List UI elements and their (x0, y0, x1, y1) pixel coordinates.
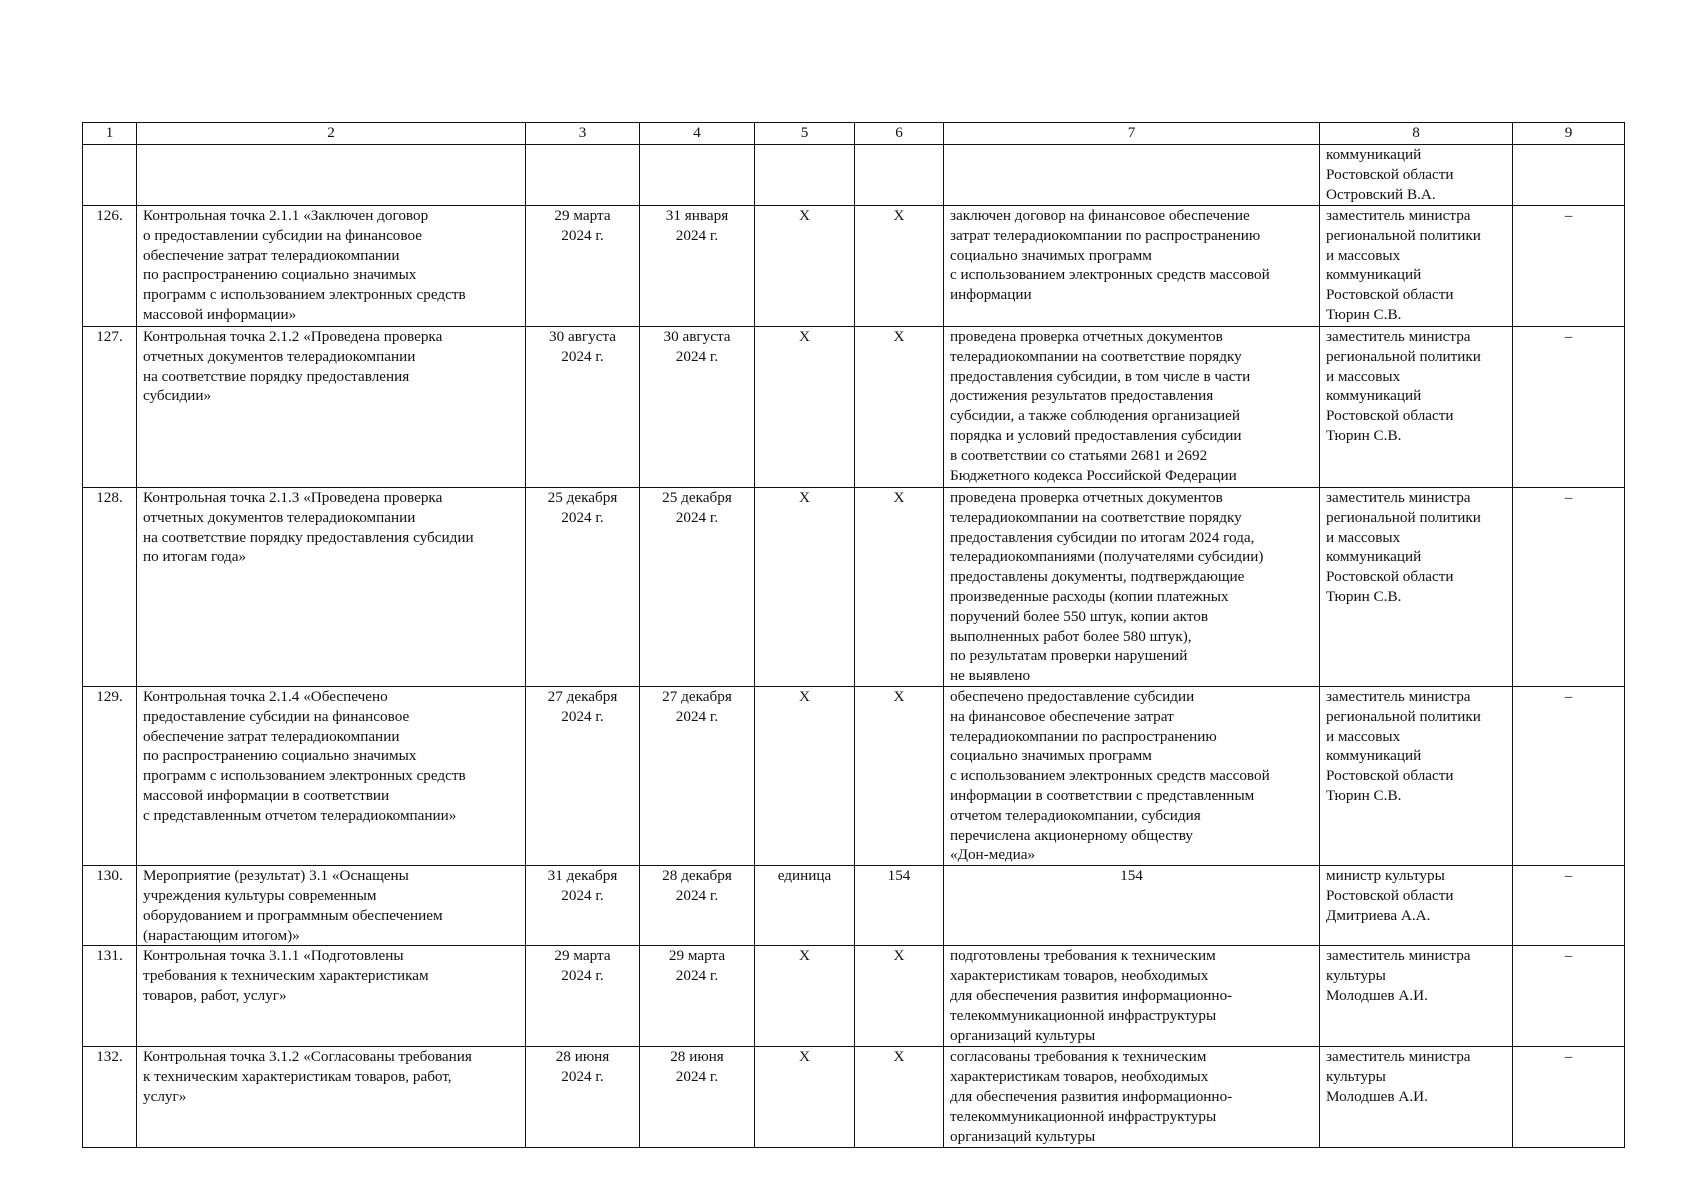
responsible-person-line: заместитель министра (1326, 489, 1471, 506)
row-title-line: субсидии» (143, 387, 212, 405)
actual-date (640, 866, 755, 946)
row-title-line: Контрольная точка 2.1.2 «Проведена проверка (143, 328, 443, 345)
table-row (83, 1047, 1625, 1148)
result-description-line: Бюджетного кодекса Российской Федерации (950, 466, 1237, 484)
actual-date (640, 488, 755, 687)
actual-date-line: 2024 г. (675, 508, 719, 526)
row-title (137, 327, 526, 488)
row-title-line: Контрольная точка 3.1.1 «Подготовлены (143, 947, 404, 965)
unit-value: X (755, 946, 855, 1047)
responsible-person-line: Ростовской области (1326, 886, 1454, 904)
responsible-person (1320, 145, 1513, 206)
responsible-person-line: и массовых (1326, 246, 1401, 264)
row-title-line: по итогам года» (143, 548, 247, 566)
actual-date (640, 327, 755, 488)
table-row (83, 145, 1625, 206)
result-description-line: произведенные расходы (копии платежных (950, 587, 1229, 605)
column-number-header-row (83, 123, 1625, 145)
result-description-line: предоставления субсидии, в том числе в части (950, 367, 1251, 385)
responsible-person-line: коммуникаций (1326, 747, 1422, 765)
planned-date (526, 488, 640, 687)
row-title-line: обеспечение затрат телерадиокомпании (143, 727, 400, 745)
result-description-line: телерадиокомпании на соответствие порядку (950, 347, 1242, 365)
result-description (944, 327, 1320, 488)
result-description-line: организаций культуры (950, 1026, 1096, 1044)
result-description-line: информации в соответствии с представленным (950, 786, 1255, 804)
result-description (944, 946, 1320, 1047)
notes-value (1513, 145, 1625, 206)
responsible-person-line: министр культуры (1326, 867, 1445, 885)
result-description-line: для обеспечения развития информационно- (950, 1087, 1233, 1105)
planned-date (526, 946, 640, 1047)
planned-value: X (855, 686, 944, 865)
table-row (83, 686, 1625, 865)
result-description-line: для обеспечения развития информационно- (950, 986, 1233, 1004)
row-title-line: массовой информации в соответствии (143, 786, 390, 804)
unit-value: X (755, 327, 855, 488)
result-description-line: проведена проверка отчетных документов (950, 489, 1223, 506)
planned-value (855, 145, 944, 206)
responsible-person-line: региональной политики (1326, 347, 1481, 365)
responsible-person-line: Ростовской области (1326, 165, 1454, 183)
responsible-person-line: региональной политики (1326, 226, 1481, 244)
row-title-line: требования к техническим характеристикам (143, 967, 429, 985)
result-description (944, 145, 1320, 206)
actual-date-line: 2024 г. (675, 1068, 719, 1086)
responsible-person (1320, 327, 1513, 488)
row-number: 130. (83, 866, 137, 946)
column-number-9: 9 (1513, 123, 1625, 145)
result-description-line: телерадиокомпании по распространению (950, 727, 1217, 745)
actual-date (640, 206, 755, 327)
actual-date-line: 2024 г. (675, 967, 719, 985)
actual-date-line: 2024 г. (675, 226, 719, 244)
row-number: 131. (83, 946, 137, 1047)
column-number-7: 7 (944, 123, 1320, 145)
row-title-line: о предоставлении субсидии на финансовое (143, 226, 422, 244)
row-title-line: программ с использованием электронных средств (143, 767, 466, 785)
result-description-line: социально значимых программ (950, 246, 1152, 264)
responsible-person (1320, 866, 1513, 946)
responsible-person-line: коммуникаций (1326, 146, 1422, 163)
planned-date-line: 25 декабря (547, 489, 618, 506)
planned-date (526, 145, 640, 206)
planned-date-line: 2024 г. (561, 226, 604, 244)
responsible-person (1320, 946, 1513, 1047)
result-description-line: 154 (1120, 867, 1143, 885)
row-title-line: услуг» (143, 1087, 187, 1105)
actual-date-line: 31 января (665, 207, 729, 224)
result-description-line: затрат телерадиокомпании по распространению (950, 226, 1261, 244)
planned-value: X (855, 946, 944, 1047)
notes-value: – (1513, 946, 1625, 1047)
actual-date (640, 1047, 755, 1148)
row-number (83, 145, 137, 206)
responsible-person-line: Ростовской области (1326, 407, 1454, 425)
row-title (137, 1047, 526, 1148)
responsible-person-line: заместитель министра (1326, 328, 1471, 345)
result-description-line: телерадиокомпаниями (получателями субсидии) (950, 548, 1264, 566)
planned-date-line: 2024 г. (561, 1068, 604, 1086)
responsible-person-line: и массовых (1326, 528, 1401, 546)
planned-date-line: 30 августа (548, 328, 617, 345)
result-description-line: обеспечено предоставление субсидии (950, 687, 1195, 705)
responsible-person-line: Островский В.А. (1326, 185, 1436, 203)
responsible-person-line: Ростовской области (1326, 568, 1454, 586)
row-title (137, 145, 526, 206)
column-number-4: 4 (640, 123, 755, 145)
actual-date-line: 2024 г. (675, 707, 719, 725)
actual-date-line: 27 декабря (662, 687, 732, 705)
result-description-line: предоставлены документы, подтверждающие (950, 568, 1245, 586)
row-title-line: с представленным отчетом телерадиокомпании» (143, 806, 457, 824)
actual-date (640, 686, 755, 865)
row-number: 128. (83, 488, 137, 687)
column-number-8: 8 (1320, 123, 1513, 145)
result-description-line: не выявлено (950, 667, 1031, 685)
row-title (137, 946, 526, 1047)
actual-date-line: 28 июня (670, 1048, 724, 1066)
row-title-line: товаров, работ, услуг» (143, 986, 287, 1004)
row-title-line: Контрольная точка 2.1.4 «Обеспечено (143, 687, 388, 705)
planned-date (526, 206, 640, 327)
result-description (944, 206, 1320, 327)
row-number: 127. (83, 327, 137, 488)
actual-date (640, 145, 755, 206)
result-description-line: по результатам проверки нарушений (950, 647, 1188, 665)
result-description-line: порядка и условий предоставления субсидии (950, 426, 1242, 444)
planned-date-line: 2024 г. (561, 347, 604, 365)
responsible-person-line: заместитель министра (1326, 947, 1471, 965)
column-number-3: 3 (526, 123, 640, 145)
responsible-person-line: коммуникаций (1326, 266, 1422, 284)
actual-date-line: 2024 г. (675, 347, 719, 365)
notes-value: – (1513, 488, 1625, 687)
result-description-line: характеристикам товаров, необходимых (950, 967, 1209, 985)
result-description-line: «Дон-медиа» (950, 846, 1036, 864)
row-title-line: по распространению социально значимых (143, 747, 417, 765)
actual-date-line: 2024 г. (675, 886, 719, 904)
planned-value: 154 (855, 866, 944, 946)
row-title-line: массовой информации» (143, 305, 297, 323)
responsible-person-line: заместитель министра (1326, 1048, 1471, 1066)
result-description-line: заключен договор на финансовое обеспечение (950, 207, 1250, 224)
row-title-line: программ с использованием электронных средств (143, 286, 466, 304)
result-description-line: согласованы требования к техническим (950, 1048, 1207, 1066)
row-title-line: по распространению социально значимых (143, 266, 417, 284)
actual-date-line: 30 августа (663, 328, 731, 345)
responsible-person-line: культуры (1326, 967, 1386, 985)
unit-value: X (755, 1047, 855, 1148)
planned-date (526, 327, 640, 488)
result-description-line: на финансовое обеспечение затрат (950, 707, 1174, 725)
table-row (83, 866, 1625, 946)
actual-date (640, 946, 755, 1047)
planned-date (526, 1047, 640, 1148)
row-number: 129. (83, 686, 137, 865)
row-number: 126. (83, 206, 137, 327)
row-title-line: на соответствие порядку предоставления (143, 367, 410, 385)
row-title-line: Контрольная точка 2.1.1 «Заключен договор (143, 207, 429, 224)
notes-value: – (1513, 206, 1625, 327)
column-number-6: 6 (855, 123, 944, 145)
result-description-line: субсидии, а также соблюдения организацией (950, 407, 1241, 425)
notes-value: – (1513, 686, 1625, 865)
responsible-person-line: Тюрин С.В. (1326, 426, 1402, 444)
row-title-line: (нарастающим итогом)» (143, 926, 300, 944)
responsible-person-line: Тюрин С.В. (1326, 305, 1402, 323)
row-title (137, 206, 526, 327)
responsible-person-line: Тюрин С.В. (1326, 587, 1402, 605)
actual-date-line: 29 марта (668, 947, 726, 965)
result-description (944, 686, 1320, 865)
result-description-line: социально значимых программ (950, 747, 1152, 765)
planned-value: X (855, 488, 944, 687)
table-row (83, 206, 1625, 327)
planned-date-line: 28 июня (555, 1048, 610, 1066)
planned-date-line: 29 марта (554, 207, 611, 224)
responsible-person-line: Молодшев А.И. (1326, 1087, 1428, 1105)
result-description-line: достижения результатов предоставления (950, 387, 1214, 405)
result-description (944, 866, 1320, 946)
responsible-person-line: Молодшев А.И. (1326, 986, 1428, 1004)
row-title-line: Контрольная точка 2.1.3 «Проведена проверка (143, 489, 443, 506)
column-number-2: 2 (137, 123, 526, 145)
planned-date-line: 27 декабря (547, 687, 618, 705)
column-number-1: 1 (83, 123, 137, 145)
planned-date-line: 2024 г. (561, 707, 604, 725)
responsible-person-line: и массовых (1326, 367, 1401, 385)
responsible-person (1320, 206, 1513, 327)
result-description (944, 1047, 1320, 1148)
row-title-line: учреждения культуры современным (143, 886, 377, 904)
table-row (83, 488, 1625, 687)
responsible-person-line: и массовых (1326, 727, 1401, 745)
result-description-line: поручений более 550 штук, копии актов (950, 607, 1209, 625)
unit-value: X (755, 488, 855, 687)
notes-value: – (1513, 866, 1625, 946)
row-title-line: к техническим характеристикам товаров, работ, (143, 1068, 452, 1086)
responsible-person-line: Ростовской области (1326, 286, 1454, 304)
planned-value: X (855, 327, 944, 488)
planned-date-line: 31 декабря (547, 867, 618, 885)
result-description-line: отчетом телерадиокомпании, субсидия (950, 806, 1201, 824)
responsible-person-line: региональной политики (1326, 508, 1481, 526)
result-description-line: подготовлены требования к техническим (950, 947, 1216, 965)
planned-date-line: 29 марта (554, 947, 611, 965)
result-description-line: телерадиокомпании на соответствие порядку (950, 508, 1242, 526)
table-row (83, 946, 1625, 1047)
notes-value: – (1513, 327, 1625, 488)
row-title-line: предоставление субсидии на финансовое (143, 707, 410, 725)
planned-date (526, 686, 640, 865)
row-title-line: отчетных документов телерадиокомпании (143, 347, 416, 365)
row-title-line: обеспечение затрат телерадиокомпании (143, 246, 400, 264)
responsible-person-line: Дмитриева А.А. (1326, 906, 1431, 924)
row-title-line: отчетных документов телерадиокомпании (143, 508, 416, 526)
unit-value: единица (755, 866, 855, 946)
result-description-line: перечислена акционерному обществу (950, 826, 1193, 844)
result-description-line: телекоммуникационной инфраструктуры (950, 1006, 1217, 1024)
unit-value: X (755, 686, 855, 865)
actual-date-line: 25 декабря (662, 489, 732, 506)
unit-value (755, 145, 855, 206)
result-description-line: с использованием электронных средств массовой (950, 266, 1270, 284)
column-number-5: 5 (755, 123, 855, 145)
responsible-person-line: заместитель министра (1326, 687, 1471, 705)
result-description (944, 488, 1320, 687)
row-title (137, 686, 526, 865)
planned-date (526, 866, 640, 946)
result-description-line: проведена проверка отчетных документов (950, 328, 1223, 345)
responsible-person-line: региональной политики (1326, 707, 1481, 725)
row-title-line: оборудованием и программным обеспечением (143, 906, 443, 924)
result-description-line: в соответствии со статьями 2681 и 2692 (950, 446, 1208, 464)
result-description-line: предоставления субсидии по итогам 2024 года, (950, 528, 1255, 546)
planned-date-line: 2024 г. (561, 967, 604, 985)
row-title-line: Мероприятие (результат) 3.1 «Оснащены (143, 867, 409, 885)
result-description-line: телекоммуникационной инфраструктуры (950, 1107, 1217, 1125)
responsible-person (1320, 1047, 1513, 1148)
planned-date-line: 2024 г. (561, 886, 604, 904)
responsible-person-line: коммуникаций (1326, 548, 1422, 566)
result-description-line: информации (950, 286, 1032, 304)
row-title (137, 866, 526, 946)
row-title-line: на соответствие порядку предоставления субсидии (143, 528, 474, 546)
control-points-table (82, 122, 1625, 1148)
responsible-person (1320, 488, 1513, 687)
actual-date-line: 28 декабря (662, 867, 732, 885)
notes-value: – (1513, 1047, 1625, 1148)
result-description-line: выполненных работ более 580 штук), (950, 627, 1192, 645)
result-description-line: организаций культуры (950, 1127, 1096, 1145)
planned-date-line: 2024 г. (561, 508, 604, 526)
unit-value: X (755, 206, 855, 327)
result-description-line: характеристикам товаров, необходимых (950, 1068, 1209, 1086)
result-description-line: с использованием электронных средств массовой (950, 767, 1270, 785)
planned-value: X (855, 1047, 944, 1148)
responsible-person-line: Тюрин С.В. (1326, 786, 1402, 804)
responsible-person-line: Ростовской области (1326, 767, 1454, 785)
table-row (83, 327, 1625, 488)
row-title-line: Контрольная точка 3.1.2 «Согласованы требования (143, 1048, 472, 1066)
responsible-person-line: заместитель министра (1326, 207, 1471, 224)
row-title (137, 488, 526, 687)
responsible-person (1320, 686, 1513, 865)
planned-value: X (855, 206, 944, 327)
responsible-person-line: культуры (1326, 1068, 1386, 1086)
responsible-person-line: коммуникаций (1326, 387, 1422, 405)
row-number: 132. (83, 1047, 137, 1148)
